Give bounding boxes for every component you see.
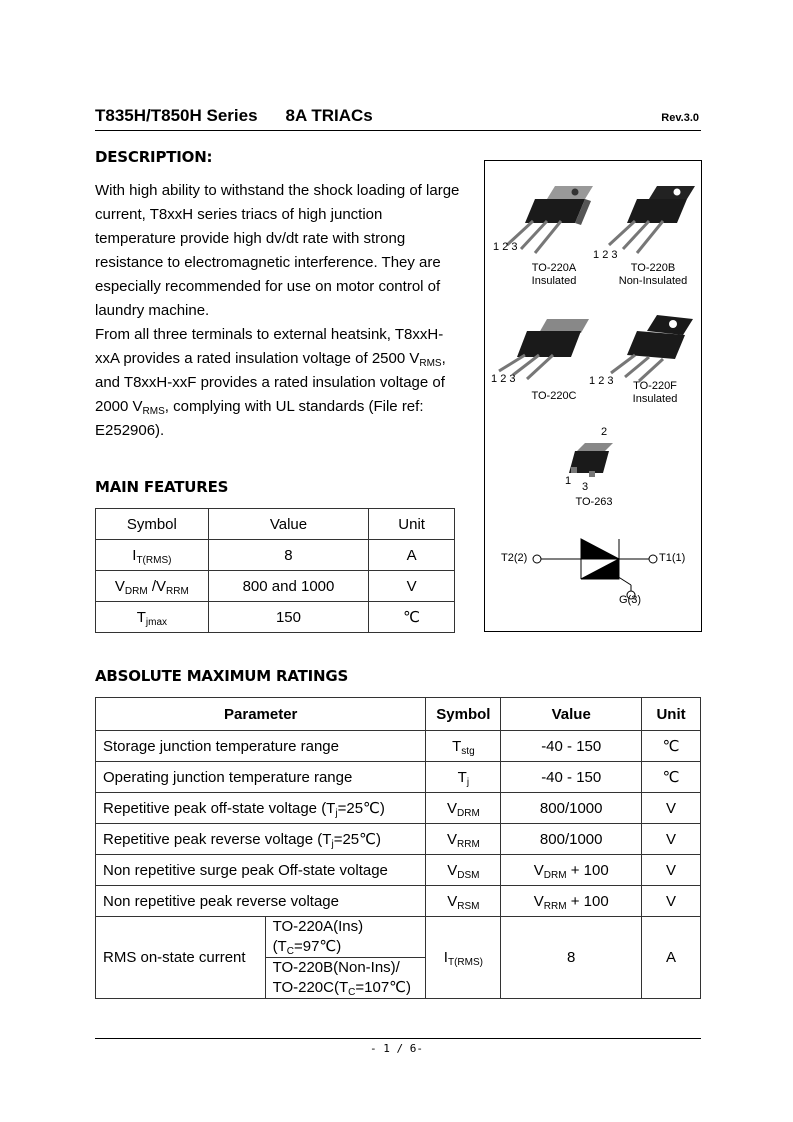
- to220a-label: TO-220A Insulated: [531, 262, 577, 287]
- parameter-cell: Non repetitive surge peak Off-state voltage: [96, 855, 426, 886]
- to220f-pin-numbers: 1 2 3: [589, 375, 614, 387]
- package-diagram-box: [484, 160, 702, 632]
- table-row: [96, 824, 701, 855]
- value-cell: 800/1000: [501, 824, 642, 855]
- t1-terminal-label: T1(1): [659, 552, 686, 564]
- unit-cell: ℃: [642, 731, 701, 762]
- to220b-pin-numbers: 1 2 3: [593, 249, 618, 261]
- table-row: [96, 886, 701, 917]
- to263-pin-1: 1: [565, 475, 572, 487]
- unit-cell: V: [642, 824, 701, 855]
- parameter-cell: Storage junction temperature range: [96, 731, 426, 762]
- table-row: [96, 602, 455, 633]
- unit-cell: A: [642, 917, 701, 999]
- page-number: - 1 / 6-: [370, 1042, 423, 1055]
- product-name: 8A TRIACs: [285, 106, 373, 125]
- value-cell: -40 - 150: [501, 762, 642, 793]
- table-header-row: [96, 698, 701, 731]
- header-value: Value: [208, 509, 368, 540]
- document-title: [95, 106, 373, 126]
- description-heading: DESCRIPTION:: [95, 148, 213, 166]
- unit-cell: V: [642, 793, 701, 824]
- to263-drawing: [569, 443, 613, 477]
- unit-cell: ℃: [642, 762, 701, 793]
- ratings-heading: ABSOLUTE MAXIMUM RATINGS: [95, 667, 349, 685]
- symbol-cell: $T_{jmax}$: [96, 602, 209, 633]
- table-row: [96, 855, 701, 886]
- condition-cell: TO-220A(Ins) $(T_C=97℃)$: [265, 917, 426, 958]
- to220f-label: TO-220F Insulated: [632, 380, 678, 405]
- value-cell: $V_{RRM} + 100$: [501, 886, 642, 917]
- unit-cell: ℃: [369, 602, 455, 633]
- header-symbol: Symbol: [96, 509, 209, 540]
- to220c-pin-numbers: 1 2 3: [491, 373, 516, 385]
- symbol-cell: $V_{RSM}$: [426, 886, 501, 917]
- unit-cell: V: [369, 571, 455, 602]
- t2-terminal-label: T2(2): [501, 552, 528, 564]
- features-heading: MAIN FEATURES: [95, 478, 229, 496]
- to220f-drawing: [611, 315, 693, 381]
- header-unit: Unit: [642, 698, 701, 731]
- parameter-cell: Non repetitive peak reverse voltage: [96, 886, 426, 917]
- parameter-cell: Repetitive peak reverse voltage $(T_j=25℃)$: [96, 824, 426, 855]
- to263-pin-3: 3: [582, 481, 589, 493]
- symbol-cell: $T_j$: [426, 762, 501, 793]
- value-cell: -40 - 150: [501, 731, 642, 762]
- symbol-cell: $V_{DRM}$: [426, 793, 501, 824]
- to220b-label: TO-220B Non-Insulated: [618, 262, 688, 287]
- symbol-cell: $I_{T(RMS)}$: [426, 917, 501, 999]
- to220b-drawing: [609, 186, 695, 253]
- header-rule: [95, 130, 701, 131]
- parameter-cell: Operating junction temperature range: [96, 762, 426, 793]
- ratings-table: [95, 697, 701, 999]
- table-row: [96, 571, 455, 602]
- header-unit: Unit: [369, 509, 455, 540]
- symbol-cell: $V_{DRM}$ $/V_{RRM}$: [96, 571, 209, 602]
- value-cell: 150: [208, 602, 368, 633]
- table-row: [96, 731, 701, 762]
- symbol-cell: $T_{stg}$: [426, 731, 501, 762]
- symbol-cell: $V_{RRM}$: [426, 824, 501, 855]
- footer-rule: [95, 1038, 701, 1039]
- unit-cell: V: [642, 886, 701, 917]
- description-paragraph-1: With high ability to withstand the shock loading of large current, T8xxH series triacs of high junction temperature provide high dv/dt rate with strong resistance to electromagnetic interference. They are especially recommended for use on motor control of laundry machine.: [95, 182, 460, 319]
- value-cell: $V_{DRM} + 100$: [501, 855, 642, 886]
- to220a-pin-numbers: 1 2 3: [493, 241, 518, 253]
- header-value: Value: [501, 698, 642, 731]
- header-symbol: Symbol: [426, 698, 501, 731]
- value-cell: 8: [501, 917, 642, 999]
- to220a-drawing: [507, 186, 593, 253]
- table-row: [96, 540, 455, 571]
- series-name: T835H/T850H Series: [95, 106, 258, 125]
- to220c-label: TO-220C: [531, 390, 577, 402]
- table-row: [96, 917, 701, 958]
- description-paragraph-2: From all three terminals to external heatsink, T8xxH-xxA provides a rated insulation voltage of 2500 $V_{RMS}$, and T8xxH-xxF provides a rated insulation voltage of 2000 $V_{RMS}$, complying with UL standards (File ref: E252906).: [95, 326, 446, 439]
- symbol-cell: $I_{T(RMS)}$: [96, 540, 209, 571]
- triac-symbol: [533, 539, 657, 599]
- header-parameter: Parameter: [96, 698, 426, 731]
- to263-pin-2: 2: [601, 426, 608, 438]
- unit-cell: A: [369, 540, 455, 571]
- parameter-cell: RMS on-state current: [96, 917, 266, 999]
- value-cell: 800/1000: [501, 793, 642, 824]
- symbol-cell: $V_{DSM}$: [426, 855, 501, 886]
- unit-cell: V: [642, 855, 701, 886]
- to263-label: TO-263: [575, 496, 613, 508]
- description-text: [95, 179, 465, 443]
- value-cell: 8: [208, 540, 368, 571]
- gate-terminal-label: G(3): [619, 594, 641, 606]
- table-row: [96, 793, 701, 824]
- value-cell: 800 and 1000: [208, 571, 368, 602]
- to220c-drawing: [499, 319, 589, 379]
- table-row: [96, 762, 701, 793]
- table-header-row: [96, 509, 455, 540]
- revision: Rev.3.0: [661, 112, 699, 124]
- parameter-cell: Repetitive peak off-state voltage $(T_j=25℃)$: [96, 793, 426, 824]
- features-table: [95, 508, 455, 633]
- condition-cell: TO-220B(Non-Ins)/ $TO-220C(T_C=107℃)$: [265, 958, 426, 999]
